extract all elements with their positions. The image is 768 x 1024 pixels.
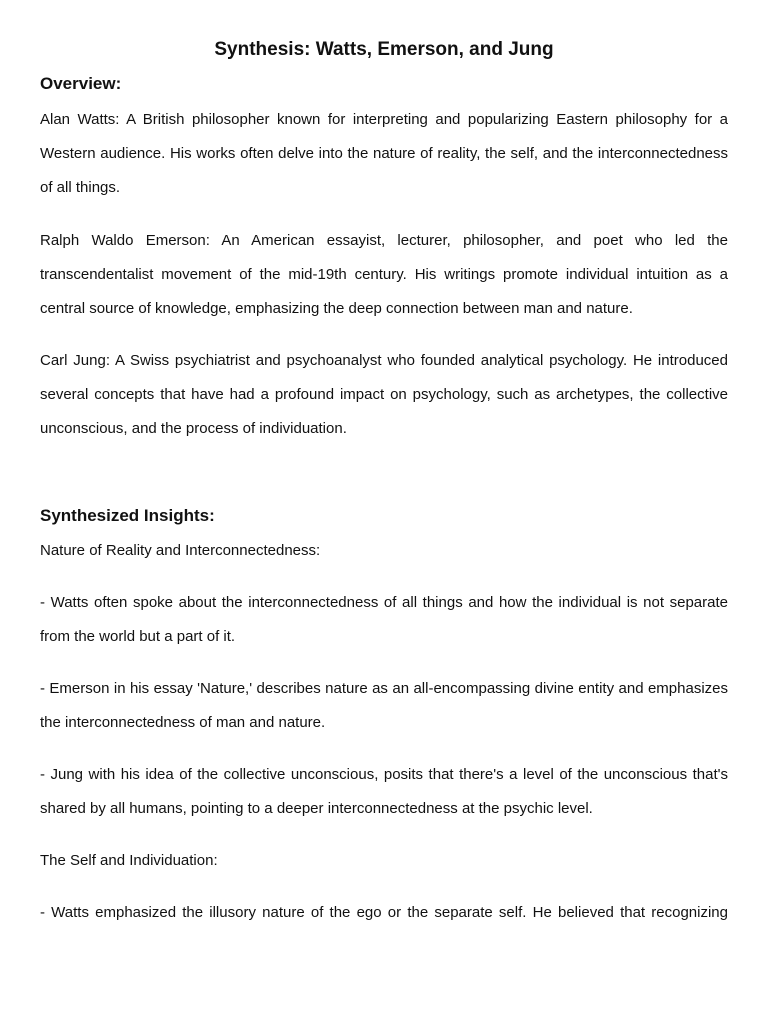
overview-paragraph-jung: Carl Jung: A Swiss psychiatrist and psychoanalyst who founded analytical psychology. He introduced several concepts that have had a profound impact on psychology, such as archetypes, the collective unconscious, and the process of individuation.	[40, 352, 728, 437]
overview-paragraph-emerson: Ralph Waldo Emerson: An American essayist, lecturer, philosopher, and poet who led the transcendentalist movement of the mid-19th century. His writings promote individual intuition as a central source of knowledge, emphasizing the deep connection between man and nature.	[40, 232, 728, 317]
document-page	[40, 0, 728, 1024]
document-title: Synthesis: Watts, Emerson, and Jung	[214, 39, 554, 60]
point-jung-collective: - Jung with his idea of the collective unconscious, posits that there's a level of the unconscious that's shared by all humans, pointing to a deeper interconnectedness at the psychic level.	[40, 766, 728, 817]
overview-paragraph-watts: Alan Watts: A British philosopher known for interpreting and popularizing Eastern philosophy for a Western audience. His works often delve into the nature of reality, the self, and the interconnectedness of all things.	[40, 111, 728, 196]
overview-heading: Overview:	[40, 74, 122, 93]
insights-heading: Synthesized Insights:	[40, 506, 215, 525]
point-watts-interconnectedness: - Watts often spoke about the interconnectedness of all things and how the individual is not separate from the world but a part of it.	[40, 594, 728, 645]
subheading-reality: Nature of Reality and Interconnectedness:	[40, 542, 321, 559]
point-emerson-nature: - Emerson in his essay 'Nature,' describes nature as an all-encompassing divine entity and emphasizes the interconnectedness of man and nature.	[40, 680, 728, 731]
subheading-self: The Self and Individuation:	[40, 852, 218, 869]
point-watts-ego: - Watts emphasized the illusory nature of the ego or the separate self. He believed that recognizing	[40, 904, 728, 921]
